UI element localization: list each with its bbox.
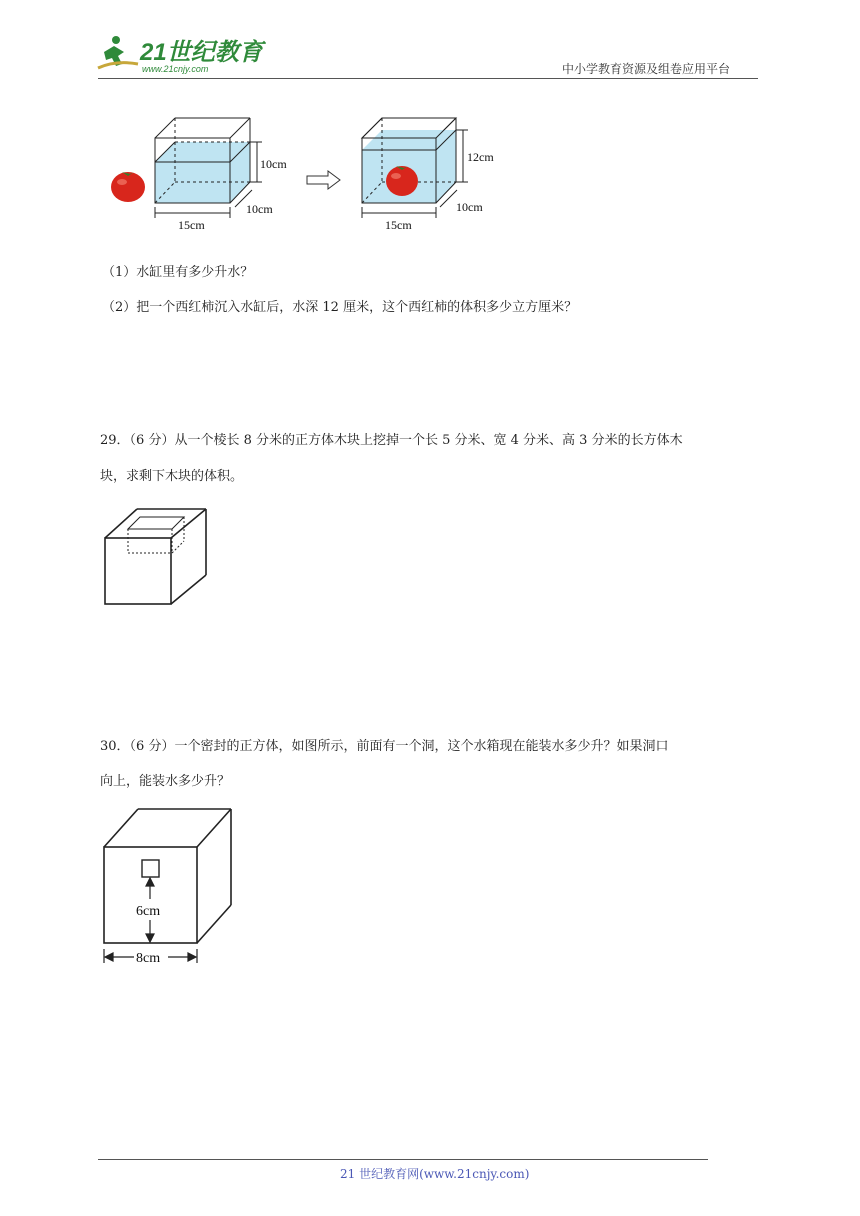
- footer-text: 21 世纪教育网(www.21cnjy.com): [340, 1167, 530, 1181]
- q30-height-label: 6cm: [136, 904, 161, 919]
- logo-title: 21世纪教育: [140, 39, 263, 66]
- q28-subquestion-2: （2）把一个西红柿沉入水缸后，水深 12 厘米，这个西红柿的体积多少立方厘米？: [102, 300, 578, 315]
- q30-cube-figure: [100, 805, 240, 970]
- left-depth-label: 10cm: [246, 202, 273, 216]
- hole-square: [142, 860, 159, 877]
- header-right-text: 中小学教育资源及组卷应用平台: [562, 62, 731, 76]
- q29-cube-figure: [100, 505, 215, 610]
- tomato-icon: [111, 172, 145, 202]
- logo-url: www.21cnjy.com: [142, 64, 209, 74]
- left-width-label: 15cm: [178, 218, 205, 232]
- right-height-label: 12cm: [467, 150, 494, 164]
- tank-right: [362, 118, 468, 218]
- header-divider: [98, 78, 758, 79]
- left-height-label: 10cm: [260, 157, 287, 171]
- q29-text-line1: 29．（6 分）从一个棱长 8 分米的正方体木块上挖掉一个长 5 分米、宽 4 分米、高 3 分米的长方体木: [100, 433, 683, 448]
- arrow-right-icon: [307, 171, 340, 189]
- q29-text-line2: 块，求剩下木块的体积。: [100, 469, 244, 484]
- right-depth-label: 10cm: [456, 200, 483, 214]
- q30-text-line1: 30．（6 分）一个密封的正方体，如图所示，前面有一个洞，这个水箱现在能装水多少升？如果洞口: [100, 739, 669, 754]
- q28-subquestion-1: （1）水缸里有多少升水？: [102, 265, 254, 280]
- runner-icon: [98, 36, 138, 68]
- q30-text-line2: 向上，能装水多少升？: [100, 774, 231, 789]
- right-width-label: 15cm: [385, 218, 412, 232]
- site-logo: [96, 34, 266, 82]
- footer-divider: [98, 1159, 708, 1160]
- q28-figure: [100, 110, 520, 240]
- tomato-icon: [386, 166, 418, 196]
- q30-width-label: 8cm: [136, 951, 161, 966]
